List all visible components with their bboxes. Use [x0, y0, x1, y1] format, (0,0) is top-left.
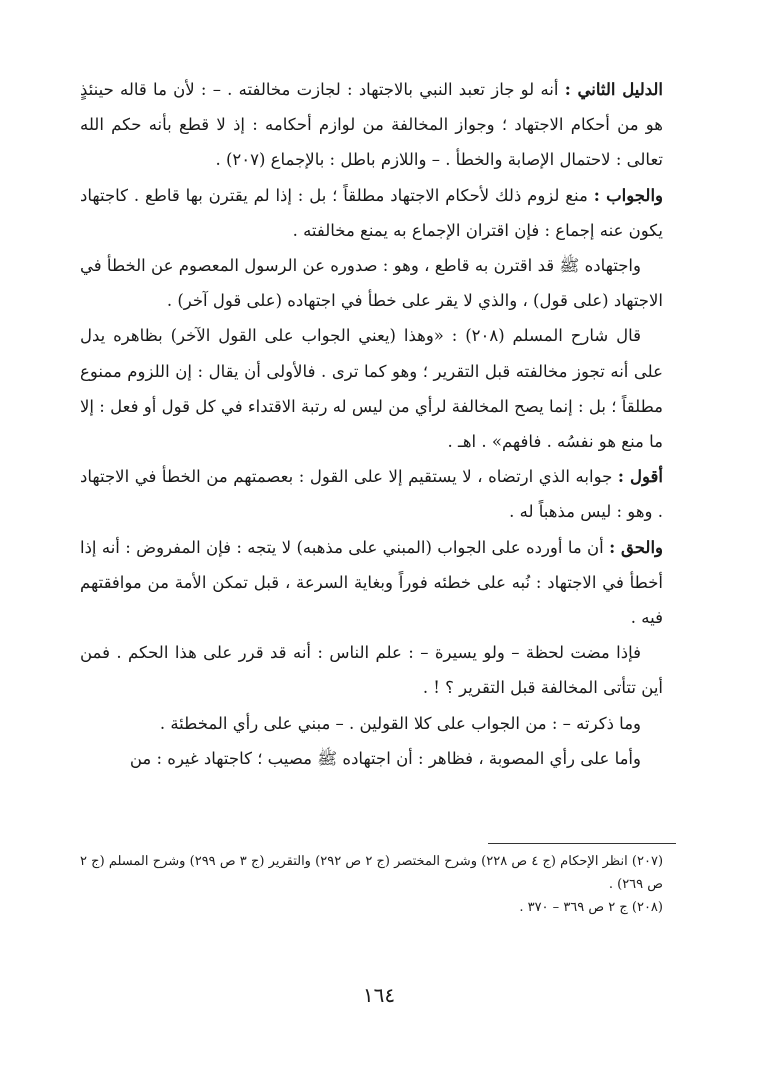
paragraph-text: وأما على رأي المصوبة ، فظاهر : أن اجتهاده ﷺ مصيب ؛ كاجتهاد غيره : من: [129, 748, 641, 768]
paragraph-answer: [80, 178, 663, 248]
paragraph-truth: [80, 530, 663, 636]
paragraph-heading: أقول :: [617, 467, 663, 487]
paragraph-text: أن ما أورده على الجواب (المبني على مذهبه) لا يتجه : فإن المفروض : أنه إذا أخطأ في الاجتهاد : نُبه على خطئه فوراً وبغاية السرعة ، قبل تمكن الأمة من موافقتهم فيه .: [80, 537, 663, 628]
paragraph-musawwiba: [80, 741, 663, 776]
paragraph-text: منع لزوم ذلك لأحكام الاجتهاد مطلقاً ؛ بل : إذا لم يقترن بها قاطع . كاجتهاد يكون عنه إجماع : فإن اقتران الإجماع به يمنع مخالفته .: [80, 185, 663, 240]
paragraph-heading: الدليل الثاني :: [564, 80, 663, 99]
paragraph-text: قال شارح المسلم (٢٠٨) : «وهذا (يعني الجواب على القول الآخر) بظاهره يدل على أنه تجوز مخالفته قبل التقرير ؛ وهو كما ترى . فالأولى أن يقال : إن اللزوم ممنوع مطلقاً ؛ بل : إنما يصح المخالفة لرأي من ليس له رتبة الاقتداء في كل قول أو فعل : إلا ما منع هو نفسُه . فافهم» . اهـ .: [80, 326, 663, 452]
paragraph-text: وما ذكرته – : من الجواب على كلا القولين . – مبني على رأي المخطئة .: [159, 713, 641, 733]
paragraph-text: أنه لو جاز تعبد النبي بالاجتهاد : لجازت مخالفته . – : لأن ما قاله حينئذٍ هو من أحكام الاجتهاد ؛ وجواز المخالفة من لوازم أحكامه : إذ لا قطع بأنه حكم الله تعالى : لاحتمال الإصابة والخطأ . – واللازم باطل : بالإجماع (٢٠٧) .: [80, 80, 663, 170]
footnote-207: (٢٠٧) انظر الإحكام (ج ٤ ص ٢٢٨) وشرح المختصر (ج ٢ ص ٢٩٢) والتقرير (ج ٣ ص ٢٩٩) وشرح المسلم (ج ٢ ص ٢٦٩) .: [80, 854, 664, 892]
footnote-divider: [488, 843, 676, 844]
page-number: ١٦٤: [362, 983, 396, 1007]
paragraph-ijtihad: [80, 248, 663, 318]
paragraph-text: فإذا مضت لحظة – ولو يسيرة – : علم الناس : أنه قد قرر على هذا الحكم . فمن أين تتأتى المخالفة قبل التقرير ؟ ! .: [80, 643, 663, 698]
paragraph-second-proof: [80, 72, 663, 178]
paragraph-commentator-quote: [80, 318, 663, 459]
paragraph-mentioned: [80, 706, 663, 741]
paragraph-i-say: [80, 459, 663, 529]
paragraph-text: واجتهاده ﷺ قد اقترن به قاطع ، وهو : صدوره عن الرسول المعصوم عن الخطأ في الاجتهاد (على قول) ، والذي لا يقر على خطأ في اجتهاده (على قول آخر) .: [80, 256, 663, 311]
footnotes: [80, 850, 663, 919]
footnote-208: (٢٠٨) ج ٢ ص ٣٦٩ – ٣٧٠ .: [519, 900, 663, 915]
paragraph-heading: والحق :: [609, 537, 664, 557]
paragraph-text: جوابه الذي ارتضاه ، لا يستقيم إلا على القول : بعصمتهم من الخطأ في الاجتهاد . وهو : ليس مذهباً له .: [80, 467, 663, 522]
paragraph-moment: [80, 635, 663, 705]
main-text: [80, 72, 663, 776]
paragraph-heading: والجواب :: [593, 185, 663, 205]
